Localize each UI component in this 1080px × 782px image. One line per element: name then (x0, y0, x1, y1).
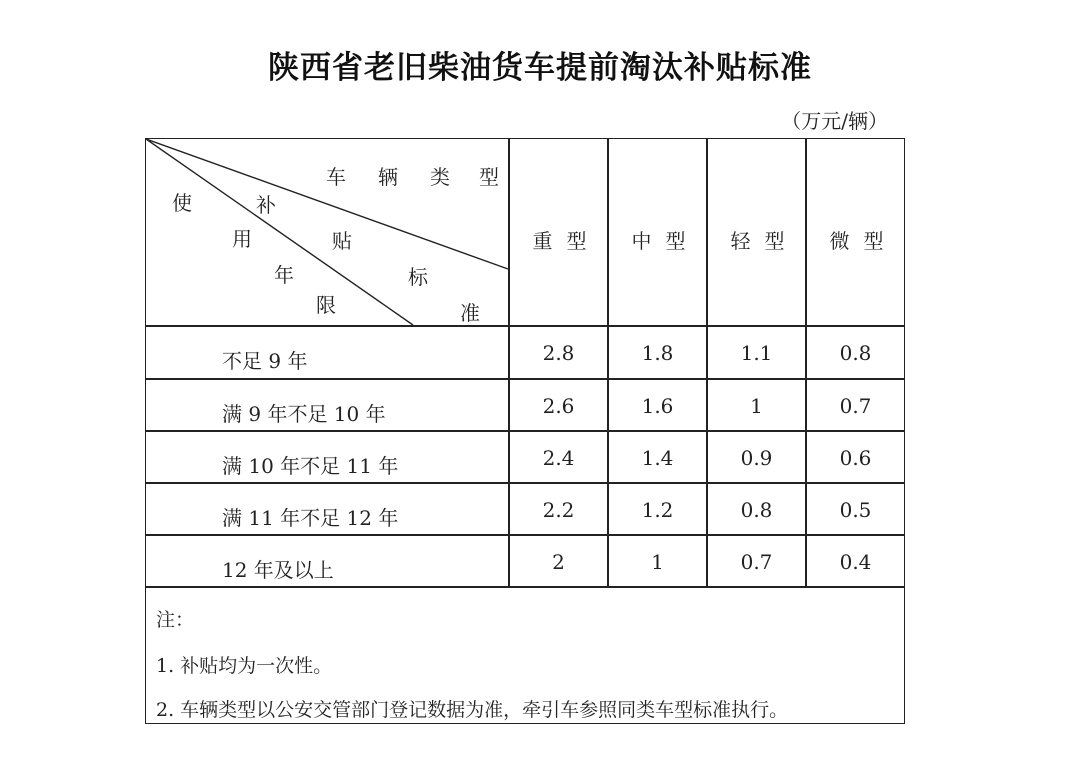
row-divider (146, 534, 904, 536)
row-label: 满 10 年不足 11 年 (222, 454, 399, 478)
col-header-medium: 中型 (631, 229, 700, 253)
row-label: 不足 9 年 (222, 349, 308, 373)
corner-standard-4: 准 (460, 301, 480, 325)
notes-heading: 注： (156, 609, 195, 631)
unit-label: （万元/辆） (781, 109, 888, 133)
cell-value: 2.8 (542, 341, 575, 365)
corner-years-2: 用 (232, 227, 252, 251)
row-divider (146, 430, 904, 432)
cell-value: 2.6 (542, 394, 575, 418)
row-label: 12 年及以上 (222, 558, 334, 582)
row-divider (146, 482, 904, 484)
cell-value: 1 (651, 550, 664, 574)
corner-years-3: 年 (274, 263, 294, 287)
diagonal-line-upper (146, 139, 508, 269)
col-header-heavy: 重型 (532, 229, 601, 253)
corner-years-4: 限 (316, 293, 336, 317)
corner-standard-3: 标 (408, 265, 428, 289)
cell-value: 1.4 (641, 446, 674, 470)
note-item-2: 2. 车辆类型以公安交管部门登记数据为准，牵引车参照同类车型标准执行。 (156, 699, 789, 721)
corner-vehicle-type-4: 型 (479, 165, 499, 189)
cell-value: 0.8 (839, 341, 872, 365)
cell-value: 0.5 (839, 498, 872, 522)
cell-value: 0.9 (740, 446, 773, 470)
row-label: 满 9 年不足 10 年 (222, 402, 386, 426)
col-header-light: 轻型 (730, 229, 799, 253)
cell-value: 1 (750, 394, 763, 418)
corner-standard-1: 补 (256, 193, 276, 217)
row-divider (146, 586, 904, 588)
cell-value: 0.7 (839, 394, 872, 418)
row-label: 满 11 年不足 12 年 (222, 506, 399, 530)
cell-value: 0.6 (839, 446, 872, 470)
cell-value: 1.2 (641, 498, 674, 522)
corner-standard-2: 贴 (332, 229, 352, 253)
cell-value: 2.4 (542, 446, 575, 470)
col-header-mini: 微型 (829, 229, 898, 253)
cell-value: 2.2 (542, 498, 575, 522)
note-item-1: 1. 补贴均为一次性。 (156, 655, 333, 677)
subsidy-table (145, 138, 905, 724)
corner-vehicle-type-1: 车 (326, 165, 346, 189)
page-title: 陕西省老旧柴油货车提前淘汰补贴标准 (268, 50, 812, 86)
cell-value: 0.8 (740, 498, 773, 522)
corner-vehicle-type-3: 类 (430, 165, 450, 189)
cell-value: 1.6 (641, 394, 674, 418)
corner-vehicle-type-2: 辆 (378, 165, 398, 189)
cell-value: 1.1 (740, 341, 773, 365)
cell-value: 0.7 (740, 550, 773, 574)
diagonal-line-lower (146, 139, 413, 325)
cell-value: 0.4 (839, 550, 872, 574)
cell-value: 2 (552, 550, 565, 574)
row-divider (146, 378, 904, 380)
cell-value: 1.8 (641, 341, 674, 365)
corner-years-1: 使 (172, 191, 192, 215)
